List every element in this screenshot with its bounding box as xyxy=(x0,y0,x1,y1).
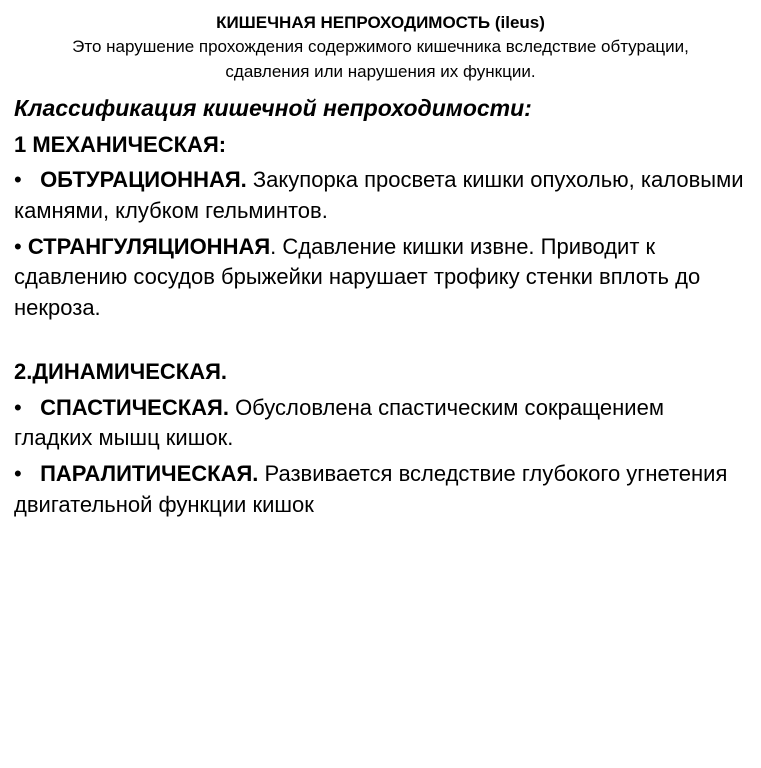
list-item xyxy=(14,232,747,323)
term-description: . Сдавление кишки извне. Приводит к сдавлению сосудов брыжейки нарушает трофику стенки вплоть до некроза. xyxy=(14,233,701,320)
section-heading-dynamic: 2.ДИНАМИЧЕСКАЯ. xyxy=(14,359,228,385)
section-spacer xyxy=(14,325,747,351)
term-label: СТРАНГУЛЯЦИОННАЯ xyxy=(27,233,271,259)
list-item xyxy=(14,459,747,520)
term-label: ОБТУРАЦИОННАЯ. xyxy=(40,167,247,193)
term-label: ПАРАЛИТИЧЕСКАЯ. xyxy=(40,461,259,487)
term-description: Обусловлена спастическим сокращением гладких мышц кишок. xyxy=(14,394,664,451)
term-description: Закупорка просвета кишки опухолью, каловыми камнями, клубком гельминтов. xyxy=(14,167,744,223)
list-item xyxy=(14,393,747,454)
section-heading-mechanical: 1 МЕХАНИЧЕСКАЯ: xyxy=(14,131,227,157)
bullet-marker: • xyxy=(14,233,22,259)
term-description: Развивается вследствие глубокого угнетения двигательной функции кишок xyxy=(14,461,728,517)
list-item xyxy=(14,165,747,226)
term-label: СПАСТИЧЕСКАЯ. xyxy=(40,394,229,420)
page-title: КИШЕЧНАЯ НЕПРОХОДИМОСТЬ (ileus) xyxy=(216,13,545,32)
lead-paragraph: Это нарушение прохождения содержимого кишечника вследствие обтурации, сдавления или нарушения их функции. xyxy=(72,37,689,81)
bullet-marker: • xyxy=(14,461,22,487)
bullet-marker: • xyxy=(14,167,22,193)
classification-heading: Классификация кишечной непроходимости: xyxy=(14,94,532,121)
bullet-marker: • xyxy=(14,394,22,420)
